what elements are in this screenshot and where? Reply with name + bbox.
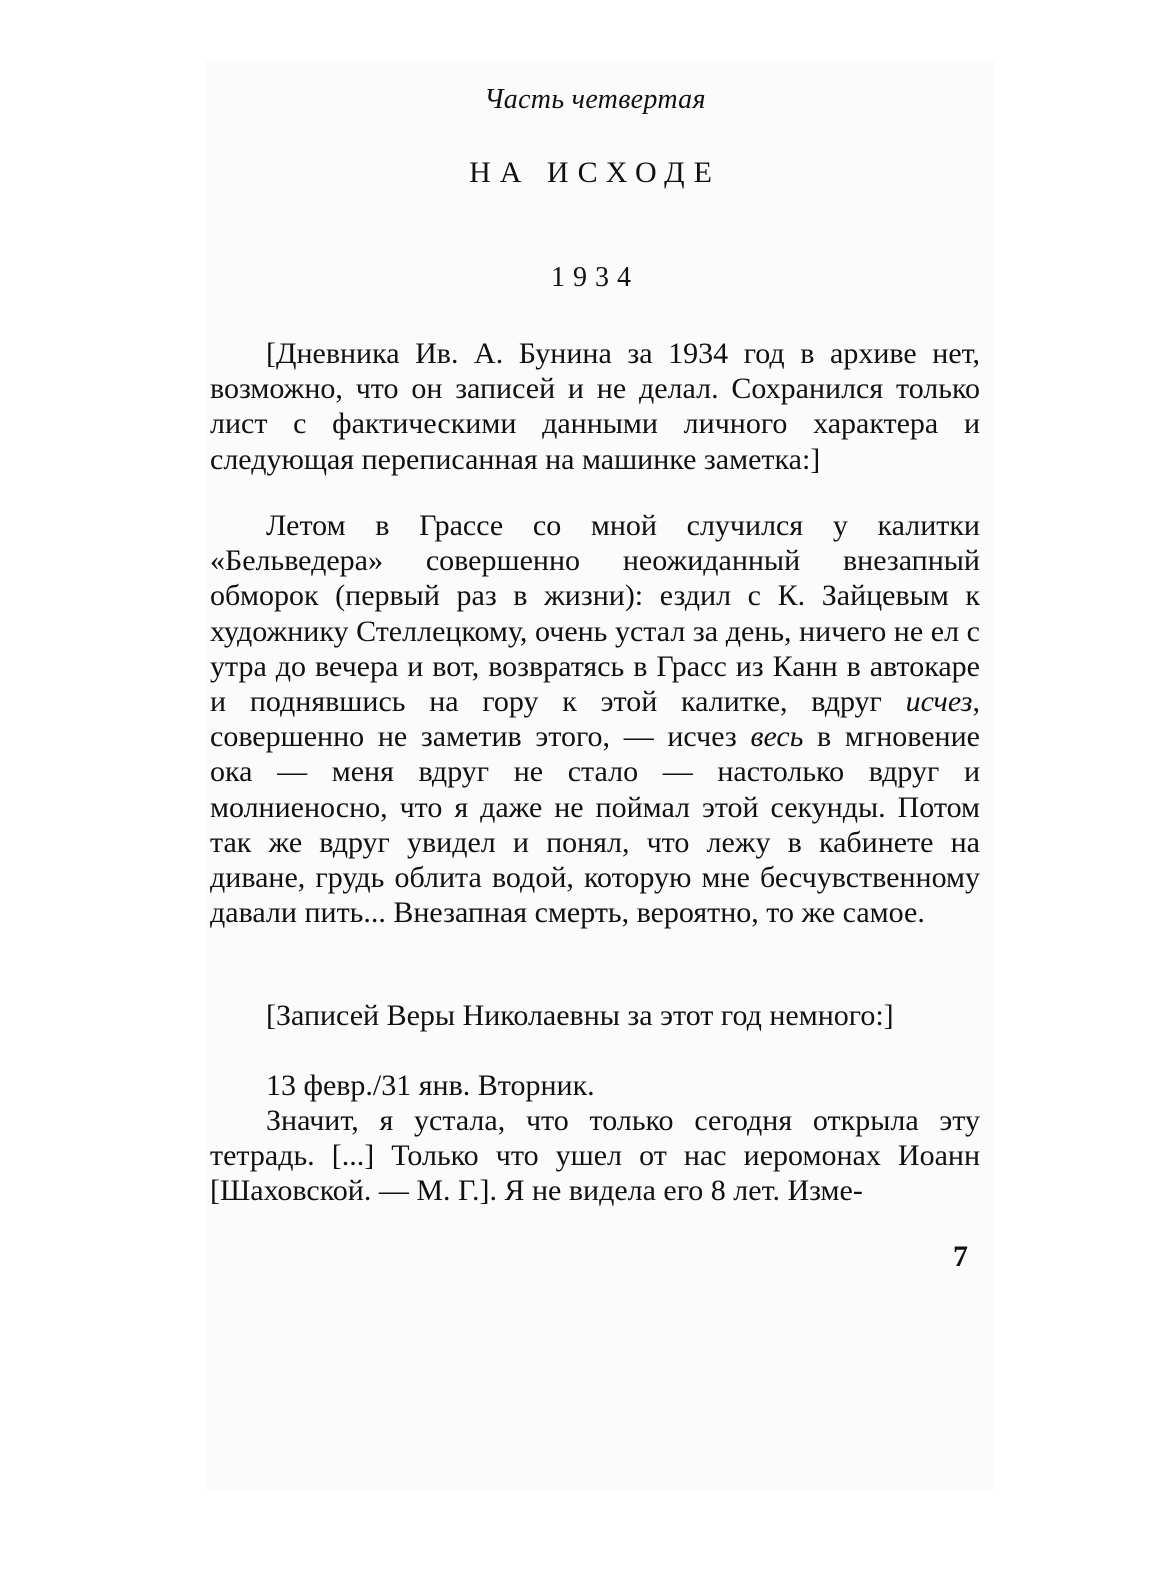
note-text-part2: , совершенно не заметив этого, — исчез (210, 685, 980, 754)
note-text-part3: в мгновение ока — меня вдруг не стало — настолько вдруг и молниеносно, что я даже не поймал этой секунды. Потом так же вдруг увидел и понял, что лежу в кабинете на диване, грудь облита водой, которую мне бесчувственному давали пить... Внезапная смерть, вероятно, то же самое. (210, 720, 980, 930)
note-emphasis-1: исчез (905, 685, 973, 719)
bunin-fainting-note (210, 508, 980, 930)
chapter-title: НА ИСХОДЕ (469, 156, 721, 189)
year-heading: 1934 (551, 262, 639, 293)
diary-date: 13 февр./31 янв. Вторник. (266, 1069, 595, 1102)
note-text-part1: Летом в Грассе со мной случился у калитки «Бельведера» совершенно неожиданный внезапный обморок (первый раз в жизни): ездил с К. Зайцевым к художнику Стеллецкому, очень устал за день, ничего не ел с утра до вечера и вот, возвратясь в Грасс из Канн в автокаре и поднявшись на гору к этой калитке, вдруг (210, 509, 980, 719)
editor-note-archive: [Дневника Ив. А. Бунина за 1934 год в архиве нет, возможно, что он записей и не делал. Сохранился только лист с фактическими данными личного характера и следующая переписанная на машинке заметка:] (210, 337, 980, 476)
note-emphasis-2: весь (750, 720, 804, 754)
editor-note-vera: [Записей Веры Николаевны за этот год немного:] (266, 999, 894, 1032)
diary-entry: Значит, я устала, что только сегодня открыла эту тетрадь. [...] Только что ушел от нас иеромонах Иоанн [Шаховской. — М. Г.]. Я не видела его 8 лет. Изме- (210, 1104, 980, 1208)
page-number: 7 (953, 1240, 968, 1273)
part-label: Часть четвертая (484, 84, 706, 115)
